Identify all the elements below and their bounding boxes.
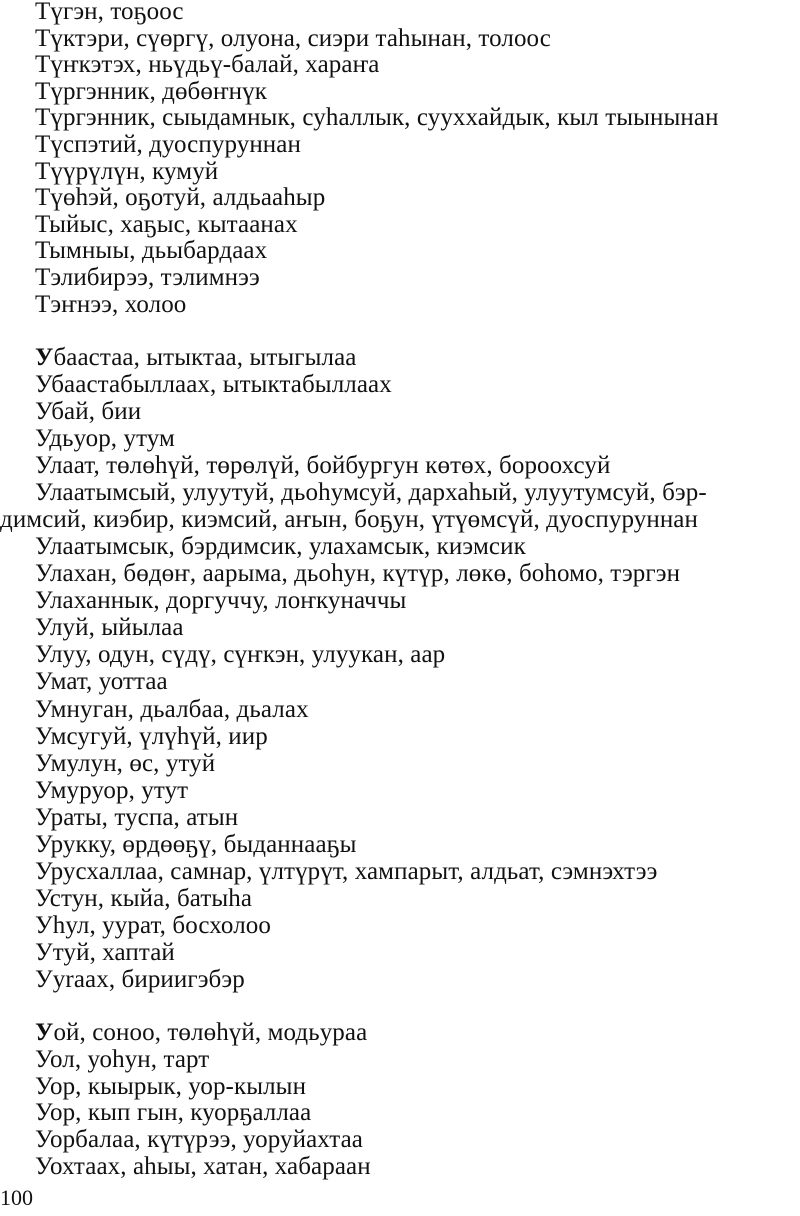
synonym-entry — [35, 1126, 363, 1153]
synonym-entry — [35, 1099, 311, 1126]
synonym-entry — [35, 777, 188, 804]
entry-text: Уор, кыырык, уор-кылын — [35, 1072, 307, 1100]
entry-text: Улаатымсык, бэрдимсик, улахамсык, киэмсик — [35, 533, 526, 561]
entry-text: Уһул, уурат, босхолоо — [35, 911, 271, 939]
section-initial: У — [35, 344, 54, 371]
synonym-entry — [35, 78, 267, 105]
entry-text: Устун, кыйа, батыһа — [35, 884, 253, 912]
synonym-entry — [35, 104, 719, 131]
synonym-entry — [35, 1019, 367, 1046]
entry-text: Умат, уоттаа — [35, 668, 168, 696]
entry-text: баастаа, ытыктаа, ытыгылаа — [53, 344, 357, 371]
entry-text: Тэҥнээ, холоо — [35, 290, 187, 318]
synonym-entry — [35, 885, 252, 912]
entry-text: димсий, киэбир, киэмсий, аҥын, боҕун, үтүөмсүй, дуоспуруннан — [0, 506, 698, 534]
entry-text: Түктэри, сүөргү, олуона, сиэри таһынан, толоос — [35, 24, 551, 52]
synonym-entry — [35, 452, 610, 479]
entry-text: Түспэтий, дуоспуруннан — [35, 131, 301, 158]
entry-text: Уорбалаа, күтүрээ, уоруйахтаа — [35, 1126, 363, 1154]
page-number: 100 — [0, 1185, 33, 1210]
entry-text: Улуй, ыйылаа — [35, 614, 184, 642]
synonym-entry — [35, 696, 309, 723]
entry-text: Түргэнник, дөбөҥнүк — [35, 77, 267, 105]
entry-text: Улуу, одун, сүдү, сүҥкэн, улуукан, аар — [35, 641, 446, 669]
synonym-entry — [35, 723, 268, 750]
synonym-entry — [35, 264, 260, 291]
synonym-entry — [35, 211, 298, 238]
entry-text: Тэлибирээ, тэлимнээ — [35, 264, 260, 291]
synonym-entry — [35, 939, 175, 966]
entry-text: Умсугуй, үлүһүй, иир — [35, 722, 268, 750]
synonym-entry — [35, 1073, 306, 1100]
entry-text: Түгэн, тоҕоос — [35, 0, 184, 25]
synonym-entry — [35, 398, 141, 425]
synonym-entry — [35, 533, 526, 560]
entry-text: ой, соноо, төлөһүй, модьураа — [53, 1019, 368, 1046]
synonym-entry — [35, 51, 379, 78]
entry-text: Улаханнык, доргуччу, лоҥкуначчы — [35, 587, 407, 615]
synonym-entry — [35, 344, 356, 371]
synonym-entry — [35, 912, 271, 939]
entry-text: Умуруор, утут — [35, 776, 189, 804]
entry-continuation — [0, 506, 698, 533]
synonym-entry — [35, 479, 707, 506]
synonym-entry — [35, 1046, 209, 1073]
synonym-entry — [35, 0, 184, 25]
synonym-entry — [35, 371, 392, 398]
synonym-entry — [35, 750, 215, 777]
entry-text: Урукку, өрдөөҕү, быданнааҕы — [35, 830, 357, 858]
entry-text: Умнуган, дьалбаа, дьалах — [35, 695, 309, 723]
entry-text: Утуй, хаптай — [35, 938, 175, 966]
synonym-entry — [35, 25, 551, 52]
synonym-entry — [35, 1153, 371, 1180]
entry-text: Убаастабыллаах, ытыктабыллаах — [35, 371, 392, 399]
entry-text: Улахан, бөдөҥ, аарыма, дьоһун, күтүр, лөкө, боһомо, тэргэн — [35, 560, 681, 588]
synonym-entry — [35, 668, 168, 695]
entry-text: Тымныы, дьыбардаах — [35, 237, 268, 265]
entry-text: Түөһэй, оҕотуй, алдьааһыр — [35, 184, 326, 212]
synonym-entry — [35, 560, 680, 587]
synonym-entry — [35, 291, 186, 318]
section-initial: У — [35, 1019, 54, 1046]
entry-text: Удьуор, утум — [35, 425, 175, 453]
synonym-entry — [35, 641, 445, 668]
synonym-entry — [35, 831, 357, 858]
entry-text: Түүрүлүн, кумуй — [35, 157, 219, 185]
synonym-entry — [35, 614, 184, 641]
entry-text: Уор, кып гын, куорҕаллаа — [35, 1099, 312, 1127]
synonym-entry — [35, 804, 238, 831]
entry-text: Ууraах, бириигэбэр — [35, 965, 245, 993]
entry-text: Улаатымсый, улуутуй, дьоһумсуй, дархаһый, улуутумсуй, бэр- — [35, 479, 707, 507]
entry-text: Урусхаллаа, самнар, үлтүрүт, хампарыт, алдьат, сэмнэхтээ — [35, 857, 658, 885]
synonym-entry — [35, 184, 325, 211]
entry-text: Убай, бии — [35, 398, 142, 426]
synonym-entry — [35, 425, 175, 452]
entry-text: Ураты, туспа, атын — [35, 803, 239, 831]
synonym-entry — [35, 966, 245, 993]
entry-text: Улаат, төлөһүй, төрөлүй, бойбургун көтөх, бороохсуй — [35, 452, 611, 480]
entry-text: Тыйыс, хаҕыс, кытаанах — [35, 210, 298, 238]
synonym-entry — [35, 131, 301, 158]
entry-text: Түҥкэтэх, ньүдьү-балай, хараҥа — [35, 51, 380, 79]
entry-text: Түргэнник, сыыдамнык, суһаллык, сууххайдык, кыл тыынынан — [35, 104, 719, 132]
entry-text: Умулун, өс, утуй — [35, 749, 216, 777]
synonym-entry — [35, 587, 406, 614]
synonym-entry — [35, 158, 218, 185]
synonym-entry — [35, 237, 267, 264]
synonym-entry — [35, 858, 657, 885]
entry-text: Уохтаах, аһыы, хатан, хабараан — [35, 1153, 371, 1180]
entry-text: Уол, уоһун, тарт — [35, 1045, 210, 1073]
